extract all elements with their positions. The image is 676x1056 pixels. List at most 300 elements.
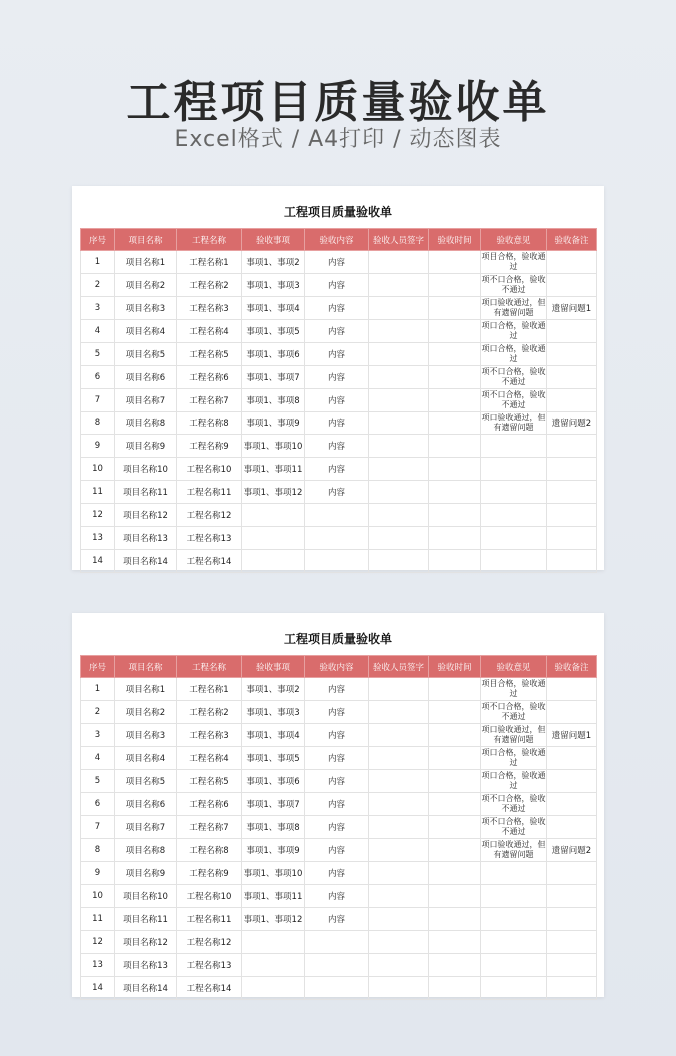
cell-note [547,678,597,701]
cell-serial: 5 [81,770,115,793]
cell-signature [369,885,429,908]
cell-project-name: 项目名称13 [115,954,177,977]
cell-signature [369,320,429,343]
cell-opinion [481,862,547,885]
cell-content: 内容 [305,320,369,343]
table-row [81,701,597,724]
cell-engineering-name: 工程名称11 [177,908,242,931]
cell-content: 内容 [305,366,369,389]
cell-project-name: 项目名称9 [115,862,177,885]
column-header: 工程名称 [177,229,242,251]
table-row [81,435,597,458]
cell-content: 内容 [305,724,369,747]
table-row [81,954,597,977]
cell-note [547,251,597,274]
table-row [81,550,597,573]
cell-engineering-name: 工程名称7 [177,816,242,839]
cell-opinion: 项不口合格，验收不通过 [481,793,547,816]
cell-serial: 13 [81,527,115,550]
cell-opinion: 项目合格，验收通过 [481,251,547,274]
cell-signature [369,931,429,954]
sheet-preview-2 [72,613,604,997]
column-header: 验收事项 [242,656,305,678]
cell-note [547,908,597,931]
table-row [81,274,597,297]
cell-engineering-name: 工程名称5 [177,343,242,366]
column-header: 验收备注 [547,656,597,678]
cell-serial: 4 [81,747,115,770]
cell-content: 内容 [305,251,369,274]
cell-signature [369,435,429,458]
cell-time [429,435,481,458]
cell-serial: 14 [81,977,115,1000]
cell-engineering-name: 工程名称12 [177,931,242,954]
cell-note [547,550,597,573]
cell-note: 遗留问题2 [547,839,597,862]
cell-project-name: 项目名称10 [115,458,177,481]
cell-time [429,931,481,954]
column-header: 验收人员签字 [369,229,429,251]
cell-items: 事项1、事项10 [242,435,305,458]
table-row [81,389,597,412]
cell-time [429,793,481,816]
cell-engineering-name: 工程名称1 [177,251,242,274]
cell-opinion [481,435,547,458]
table-row [81,297,597,320]
cell-serial: 13 [81,954,115,977]
cell-engineering-name: 工程名称2 [177,701,242,724]
table-row [81,527,597,550]
cell-content [305,550,369,573]
cell-serial: 7 [81,389,115,412]
cell-opinion: 项不口合格，验收不通过 [481,274,547,297]
cell-project-name: 项目名称1 [115,251,177,274]
cell-project-name: 项目名称7 [115,389,177,412]
cell-opinion: 项口合格，验收通过 [481,770,547,793]
cell-time [429,885,481,908]
column-header: 验收人员签字 [369,656,429,678]
cell-content: 内容 [305,481,369,504]
cell-content: 内容 [305,274,369,297]
sheet-title: 工程项目质量验收单 [283,205,392,219]
cell-project-name: 项目名称14 [115,550,177,573]
cell-note [547,747,597,770]
cell-time [429,320,481,343]
cell-project-name: 项目名称3 [115,724,177,747]
cell-content: 内容 [305,816,369,839]
cell-opinion [481,504,547,527]
cell-opinion: 项口合格，验收通过 [481,343,547,366]
cell-time [429,816,481,839]
cell-signature [369,389,429,412]
cell-items: 事项1、事项7 [242,793,305,816]
cell-serial: 7 [81,816,115,839]
cell-signature [369,747,429,770]
cell-project-name: 项目名称9 [115,435,177,458]
table-row [81,839,597,862]
cell-note [547,343,597,366]
column-header: 项目名称 [115,656,177,678]
cell-project-name: 项目名称10 [115,885,177,908]
cell-opinion: 项不口合格，验收不通过 [481,816,547,839]
cell-engineering-name: 工程名称1 [177,678,242,701]
table-row [81,770,597,793]
cell-note [547,816,597,839]
cell-items: 事项1、事项4 [242,297,305,320]
cell-serial: 12 [81,931,115,954]
cell-opinion [481,550,547,573]
cell-note: 遗留问题1 [547,297,597,320]
cell-content: 内容 [305,770,369,793]
cell-serial: 6 [81,793,115,816]
cell-engineering-name: 工程名称3 [177,297,242,320]
cell-project-name: 项目名称4 [115,320,177,343]
cell-signature [369,770,429,793]
cell-serial: 10 [81,458,115,481]
cell-content: 内容 [305,343,369,366]
cell-content: 内容 [305,701,369,724]
cell-items: 事项1、事项12 [242,908,305,931]
cell-content: 内容 [305,678,369,701]
cell-items: 事项1、事项11 [242,885,305,908]
cell-signature [369,412,429,435]
cell-opinion: 项口验收通过，但有遗留问题 [481,724,547,747]
column-header: 验收时间 [429,656,481,678]
sheet-preview-1 [72,186,604,570]
cell-serial: 2 [81,701,115,724]
cell-serial: 9 [81,862,115,885]
table-row [81,816,597,839]
column-header: 验收内容 [305,656,369,678]
cell-content [305,504,369,527]
cell-note [547,274,597,297]
cell-items: 事项1、事项2 [242,678,305,701]
cell-serial: 4 [81,320,115,343]
cell-project-name: 项目名称8 [115,839,177,862]
cell-project-name: 项目名称5 [115,770,177,793]
cell-note [547,320,597,343]
table-row [81,747,597,770]
cell-serial: 5 [81,343,115,366]
cell-time [429,678,481,701]
cell-engineering-name: 工程名称8 [177,839,242,862]
table-row [81,885,597,908]
cell-signature [369,481,429,504]
cell-time [429,701,481,724]
cell-opinion [481,481,547,504]
cell-time [429,977,481,1000]
acceptance-table [80,655,597,1000]
cell-engineering-name: 工程名称5 [177,770,242,793]
cell-time [429,389,481,412]
cell-engineering-name: 工程名称14 [177,977,242,1000]
cell-content: 内容 [305,297,369,320]
sheet-title: 工程项目质量验收单 [283,632,392,646]
cell-time [429,297,481,320]
cell-note [547,458,597,481]
cell-project-name: 项目名称13 [115,527,177,550]
cell-serial: 2 [81,274,115,297]
table-row [81,908,597,931]
cell-items: 事项1、事项8 [242,816,305,839]
cell-items [242,931,305,954]
banner-subtitle: Excel格式 / A4打印 / 动态图表 [174,127,502,152]
cell-opinion: 项口验收通过，但有遗留问题 [481,839,547,862]
column-header: 验收意见 [481,229,547,251]
cell-project-name: 项目名称6 [115,793,177,816]
cell-serial: 14 [81,550,115,573]
cell-signature [369,724,429,747]
column-header: 验收内容 [305,229,369,251]
column-header: 工程名称 [177,656,242,678]
cell-signature [369,297,429,320]
table-row [81,931,597,954]
cell-note [547,389,597,412]
cell-note [547,527,597,550]
table-row [81,458,597,481]
cell-project-name: 项目名称2 [115,701,177,724]
cell-signature [369,793,429,816]
cell-note [547,885,597,908]
cell-signature [369,954,429,977]
cell-engineering-name: 工程名称13 [177,527,242,550]
cell-content: 内容 [305,908,369,931]
column-header: 序号 [81,229,115,251]
cell-note [547,862,597,885]
cell-time [429,839,481,862]
cell-engineering-name: 工程名称4 [177,320,242,343]
cell-items: 事项1、事项5 [242,747,305,770]
cell-items: 事项1、事项9 [242,412,305,435]
cell-time [429,366,481,389]
table-row [81,862,597,885]
cell-time [429,412,481,435]
cell-items [242,977,305,1000]
cell-serial: 3 [81,297,115,320]
cell-signature [369,701,429,724]
cell-signature [369,977,429,1000]
cell-serial: 3 [81,724,115,747]
cell-serial: 8 [81,412,115,435]
cell-opinion [481,977,547,1000]
cell-opinion: 项口验收通过，但有遗留问题 [481,412,547,435]
table-row [81,366,597,389]
cell-serial: 6 [81,366,115,389]
cell-items: 事项1、事项2 [242,251,305,274]
cell-time [429,954,481,977]
cell-project-name: 项目名称2 [115,274,177,297]
cell-engineering-name: 工程名称6 [177,793,242,816]
cell-engineering-name: 工程名称13 [177,954,242,977]
table-row [81,343,597,366]
cell-engineering-name: 工程名称3 [177,724,242,747]
cell-time [429,724,481,747]
cell-engineering-name: 工程名称9 [177,435,242,458]
cell-serial: 1 [81,251,115,274]
cell-items: 事项1、事项12 [242,481,305,504]
cell-time [429,862,481,885]
column-header: 序号 [81,656,115,678]
cell-signature [369,274,429,297]
cell-engineering-name: 工程名称10 [177,458,242,481]
table-row [81,320,597,343]
cell-signature [369,366,429,389]
cell-serial: 12 [81,504,115,527]
cell-content: 内容 [305,412,369,435]
table-row [81,504,597,527]
cell-note [547,793,597,816]
cell-serial: 8 [81,839,115,862]
cell-note [547,481,597,504]
cell-content: 内容 [305,793,369,816]
cell-time [429,251,481,274]
cell-signature [369,527,429,550]
cell-items [242,527,305,550]
cell-project-name: 项目名称14 [115,977,177,1000]
cell-opinion: 项不口合格，验收不通过 [481,366,547,389]
cell-time [429,458,481,481]
cell-opinion [481,931,547,954]
cell-time [429,274,481,297]
table-row [81,412,597,435]
cell-serial: 11 [81,908,115,931]
column-header: 验收事项 [242,229,305,251]
cell-note [547,504,597,527]
cell-time [429,747,481,770]
cell-note [547,977,597,1000]
table-header-row [81,656,597,678]
cell-note: 遗留问题2 [547,412,597,435]
cell-items: 事项1、事项6 [242,343,305,366]
cell-note [547,954,597,977]
cell-items: 事项1、事项3 [242,274,305,297]
cell-signature [369,908,429,931]
column-header: 项目名称 [115,229,177,251]
column-header: 验收时间 [429,229,481,251]
cell-engineering-name: 工程名称11 [177,481,242,504]
cell-items: 事项1、事项9 [242,839,305,862]
cell-content [305,954,369,977]
cell-signature [369,251,429,274]
cell-serial: 11 [81,481,115,504]
cell-engineering-name: 工程名称12 [177,504,242,527]
cell-content: 内容 [305,389,369,412]
cell-items: 事项1、事项3 [242,701,305,724]
cell-engineering-name: 工程名称2 [177,274,242,297]
cell-note [547,931,597,954]
cell-items: 事项1、事项10 [242,862,305,885]
cell-note [547,701,597,724]
cell-opinion [481,458,547,481]
cell-opinion: 项口合格，验收通过 [481,747,547,770]
cell-project-name: 项目名称4 [115,747,177,770]
cell-opinion: 项口合格，验收通过 [481,320,547,343]
table-row [81,678,597,701]
cell-opinion [481,954,547,977]
cell-opinion: 项不口合格，验收不通过 [481,389,547,412]
cell-signature [369,678,429,701]
cell-project-name: 项目名称6 [115,366,177,389]
cell-serial: 9 [81,435,115,458]
cell-project-name: 项目名称5 [115,343,177,366]
cell-serial: 10 [81,885,115,908]
table-row [81,793,597,816]
cell-content: 内容 [305,862,369,885]
cell-opinion: 项口验收通过，但有遗留问题 [481,297,547,320]
cell-content [305,931,369,954]
cell-time [429,527,481,550]
cell-content [305,977,369,1000]
cell-items [242,550,305,573]
table-row [81,481,597,504]
cell-opinion [481,908,547,931]
cell-opinion: 项不口合格，验收不通过 [481,701,547,724]
column-header: 验收备注 [547,229,597,251]
cell-engineering-name: 工程名称10 [177,885,242,908]
cell-signature [369,458,429,481]
cell-note: 遗留问题1 [547,724,597,747]
cell-opinion [481,527,547,550]
cell-signature [369,839,429,862]
cell-time [429,343,481,366]
cell-note [547,770,597,793]
table-row [81,977,597,1000]
cell-time [429,770,481,793]
cell-engineering-name: 工程名称4 [177,747,242,770]
cell-signature [369,816,429,839]
cell-items: 事项1、事项6 [242,770,305,793]
cell-time [429,908,481,931]
cell-time [429,550,481,573]
cell-project-name: 项目名称3 [115,297,177,320]
cell-project-name: 项目名称7 [115,816,177,839]
cell-serial: 1 [81,678,115,701]
acceptance-table [80,228,597,573]
cell-signature [369,343,429,366]
table-row [81,251,597,274]
cell-project-name: 项目名称12 [115,931,177,954]
cell-content: 内容 [305,458,369,481]
cell-items: 事项1、事项8 [242,389,305,412]
column-header: 验收意见 [481,656,547,678]
cell-items [242,504,305,527]
cell-signature [369,862,429,885]
cell-items: 事项1、事项11 [242,458,305,481]
cell-project-name: 项目名称11 [115,481,177,504]
cell-content: 内容 [305,435,369,458]
cell-time [429,504,481,527]
cell-engineering-name: 工程名称7 [177,389,242,412]
cell-project-name: 项目名称8 [115,412,177,435]
cell-engineering-name: 工程名称14 [177,550,242,573]
cell-project-name: 项目名称1 [115,678,177,701]
table-header-row [81,229,597,251]
cell-content [305,527,369,550]
cell-signature [369,504,429,527]
cell-opinion [481,885,547,908]
cell-opinion: 项目合格，验收通过 [481,678,547,701]
cell-content: 内容 [305,747,369,770]
cell-content: 内容 [305,885,369,908]
cell-engineering-name: 工程名称8 [177,412,242,435]
cell-project-name: 项目名称11 [115,908,177,931]
cell-items [242,954,305,977]
cell-content: 内容 [305,839,369,862]
cell-items: 事项1、事项4 [242,724,305,747]
table-row [81,724,597,747]
cell-signature [369,550,429,573]
cell-note [547,435,597,458]
